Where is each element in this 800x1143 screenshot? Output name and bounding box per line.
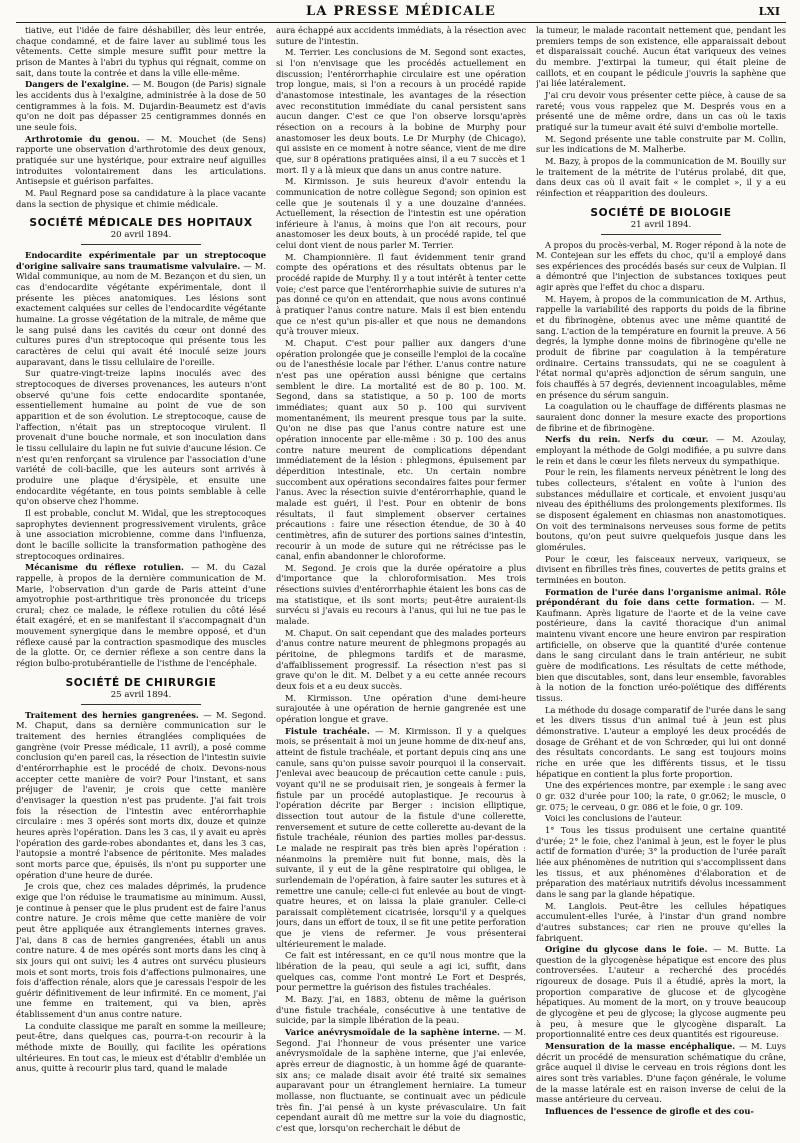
column-1 xyxy=(16,25,266,1135)
paragraph-text: M. Kirmisson. Une opération d'une demi-heure surajoutée à une opération de hernie gangrenée est une opération longue et grave. xyxy=(276,692,526,724)
paragraph-text: La conduite classique me paraît en somme la meilleure; peut-être, dans quelques cas, pourra-t-on recourir à la méthode mixte de Bouilly, qui facilite les opérations ultérieures. En tout cas, le mieux est d'établir d'emblée un anus, quitte à recourir plus tard, quand le malade xyxy=(16,1020,266,1074)
paragraph-lead: Origine du glycose dans le foie. xyxy=(545,944,708,955)
paragraph xyxy=(536,467,786,552)
paragraph-text: aura échappé aux accidents immédiats, à la résection avec suture de l'intestin. xyxy=(276,25,526,46)
paragraph-text: Pour le rein, les filaments nerveux pénètrent le long des tubes collecteurs, s'étalent en voûte à l'union des substances médullaire et corticale, et envoient jusqu'au niveau des épithéliums des prolongements plexiformes. Ils se disposent également en chiasmas non anastomotiques. On voit des terminaisons nerveuses sous forme de petits boutons, qu'on peut suivre quelquefois jusque dans les glomérules. xyxy=(536,467,786,552)
paragraph-lead: Mensuration de la masse encéphalique. xyxy=(545,1041,736,1052)
paragraph-text: — M. Widal communique, au nom de M. Bezançon et du sien, un cas d'endocardite végétante expérimentale, dont il présente les pièces anatomiques. Les lésions sont exactement calquées sur celles de l'endocardite végétante humaine. La grosse végétation de la mitrale, de même que le sang puisé dans les cavités du cœur ont donné des cultures pures d'un streptocoque qui présente tous les caractères de celui qui avait été inoculé seize jours auparavant, dans le tissu cellulaire de l'oreille. xyxy=(16,260,266,367)
paragraph xyxy=(536,825,786,900)
paragraph-text: Ce fait est intéressant, en ce qu'il nous montre que la libération de la peau, qui seule a agi ici, suffit, dans quelques cas, comme l'ont montré Le Fort et Després, pour permettre la guérison des fistules trachéales. xyxy=(276,950,526,993)
paragraph-text: M. Paul Regnard pose sa candidature à la place vacante dans la section de physique et chimie médicale. xyxy=(16,187,266,209)
section-rule xyxy=(601,234,721,235)
paragraph-text: M. Chaput. On sait cependant que des malades porteurs d'anus contre nature meurent de phlegmons propagés au péritoine, de phlegmons tardifs et de marasme, d'affaiblissement progressif. La résection n'est pas si grave qu'on le dit. M. Delbet y a eu cette année recours deux fois et a eu deux succès. xyxy=(276,627,526,692)
paragraph-text: M. Championnière. Il faut évidemment tenir grand compte des opérations et des résultats obtenus par le procédé rapide de Murphy. Il y a tout intérêt à tenter cette voie; c'est parce que l'entérorrhaphie suivie de sutures n'a pas donné ce qu'on en attendait, que nous avons continué à pratiquer l'anus contre nature. Mais il est bien entendu que ce n'est qu'un pis-aller et que nous ne demandons qu'à trouver mieux. xyxy=(276,251,526,337)
journal-title: LA PRESSE MÉDICALE xyxy=(306,4,496,19)
section-heading xyxy=(16,216,266,245)
paragraph xyxy=(276,338,526,562)
paragraph-lead: Mécanisme du réflexe rotulien. xyxy=(25,562,184,573)
paragraph-text: Voici les conclusions de l'auteur. xyxy=(545,813,683,824)
paragraph-text: Sur quatre-vingt-treize lapins inoculés avec des streptocoques de diverses provenances, les auteurs n'ont observé qu'une fois cette endocardite spontanée, essentiellement humaine au point de vue de son apparition et de son évolution. Le streptocoque, cause de l'affection, n'était pas un streptocoque virulent. Il provenait d'une bouche normale, et son inoculation dans le tissu cellulaire du lapin ne fut suivie d'aucune lésion. Ce n'est qu'en renforçant sa virulence par l'association d'une variété de coli-bacille, que les auteurs sont arrivés à produire une plaque d'érysipèle, et ensuite une endocardite végétante, en tous points semblable à celle qu'on observe chez l'homme. xyxy=(16,368,266,507)
paragraph-text: A propos du procès-verbal, M. Roger répond à la note de M. Contejean sur les effets du choc, qu'il a employé dans ses expériences des procédés basés sur ceux de Vulpian. Il a démontré que l'injection de substances toxiques peut agir après que l'effet du choc a disparu. xyxy=(536,239,786,293)
paragraph-text: M. Terrier. Les conclusions de M. Segond sont exactes, si l'on n'envisage que les procédés actuellement en discussion; l'entérorrhaphie circulaire est une opération trop longue, mais, si l'on a recours à un procédé rapide d'anastomose intestinale, les avantages de la résection avec reconstitution immédiate du canal persistent sans aucun danger. C'est ce que l'on observe lorsqu'après résection on a recours à la bobine de Murphy pour anastomoser les deux bouts. Le Dr Murphy (de Chicago), qui assiste en ce moment à notre séance, vient de me dire que, sur 8 opérations pratiquées ainsi, il a eu 7 succès et 1 mort. Il y a là mieux que dans un anus contre nature. xyxy=(276,47,526,175)
paragraph-text: — M. Kirmisson. Il y a quelques mois, se présentait à moi un jeune homme de dix-neuf ans, atteint de fistule trachéale, et portant depuis cinq ans une canule, sans qu'on puisse savoir pourquoi il la conservait. J'enlevai avec beaucoup de précaution cette canule : puis, voyant qu'il ne se produisait rien, je songeais à fermer la fistule par un procédé autoplastique. Je recourus à l'opération décrite par Berger : incision elliptique, dissection tout autour de la fistule d'une collerette, renversement et suture de cette collerette au-devant de la fistule trachéale, réunion des parties molles par-dessus. Le malade ne respirait pas très bien après l'opération : néanmoins la première nuit fut bonne, mais, dès la suivante, il y eut de la gêne respiratoire qui obligea, le surlendemain de l'opération, à faire sauter les sutures et à remettre une canule; celle-ci fut enlevée au bout de vingt-quatre heures, et on laissa la plaie granuler. Celle-ci paraissait complètement cicatrisée, lorsqu'il y a quelques jours, dans un effort de toux, il se fit une petite perforation que je viens de refermer. Je vous présenterai ultérieurement le malade. xyxy=(276,725,526,949)
paragraph xyxy=(536,1106,786,1117)
paragraph-text: Je crois que, chez ces malades déprimés, la prudence exige que l'on réduise le traumatisme au minimum. Aussi, je continue à penser que le plus prudent est de faire l'anus contre nature. Je crois même que cette manière de voir peut être appliquée aux étranglements internes graves. J'ai, dans 8 cas de hernies gangrenées, établi un anus contre nature. 4 de mes opérés sont morts dans les cinq à six jours qui ont suivi; les 4 autres ont survécu plusieurs mois et sont morts, trois fois d'affections pulmonaires, une fois d'affection rénale, alors que je caressais l'espoir de les guérir définitivement de leur infirmité. En ce moment, j'ai une femme en traitement, qui va bien, après établissement d'un anus contre nature. xyxy=(16,881,266,1020)
paragraph-lead: Varice anévrysmoïdale de la saphène interne. xyxy=(285,1027,500,1038)
paragraph xyxy=(276,628,526,692)
paragraph-lead: Dangers de l'exalgine. xyxy=(25,79,130,90)
paragraph-text: Pour le cœur, les faisceaux nerveux, variqueux, se divisent en fibrilles très fines, couvertes de petits grains et terminées en bouton. xyxy=(536,553,786,585)
paragraph xyxy=(276,1027,526,1134)
section-title: SOCIÉTÉ MÉDICALE DES HOPITAUX xyxy=(29,217,253,230)
paragraph-lead: Endocardite expérimentale par un streptocoque d'origine salivaire sans traumatisme valvulaire. xyxy=(16,250,266,271)
paragraph xyxy=(276,994,526,1026)
section-date: 20 avril 1894. xyxy=(110,230,172,241)
paragraph xyxy=(16,508,266,561)
section-date: 25 avril 1894. xyxy=(110,689,172,700)
paragraph-text: M. Kirmisson. Je suis heureux d'avoir entendu la communication de notre collègue Segond; son opinion est celle que je soutenais il y a une douzaine d'années. Actuellement, la résection de l'intestin est une opération inférieure à l'anus, à moins que l'on ait recours, pour anastomoser les deux bouts, à un procédé rapide, tel que celui dont vient de nous parler M. Terrier. xyxy=(276,176,526,251)
section-rule xyxy=(81,704,201,705)
paragraph-text: — M. Segond. J'ai l'honneur de vous présenter une varice anévrysmoïdale de la saphène interne, que j'ai enlevée, après erreur de diagnostic, à un homme âgé de quarante-six ans; ce malade disait avoir été traité six semaines auparavant pour un étranglement herniaire. La tumeur mollasse, non fluctuante, se continuait avec un pédicule très fin. J'ai pensé à un kyste prévasculaire. Un fait cependant aurait dû me mettre sur la voie du diagnostic, c'est que, lorsqu'on recherchait le début de xyxy=(276,1027,526,1133)
paragraph xyxy=(536,901,786,944)
paragraph-text: — M. Kaufmann. Après ligature de l'aorte et de la veine cave postérieure, dans la cavité thoracique d'un animal maintenu vivant encore une heure environ par respiration artificielle, on observe que la quantité d'urée contenue dans le sang circulant dans le train antérieur, ne subit guère de modifications. Les résultats de cette méthode, bien que discutables, sont, dans leur ensemble, favorables à la notion de la fonction uréo-poïétique des différents tissus. xyxy=(536,597,786,704)
page-number: LXI xyxy=(758,5,780,18)
paragraph-lead: Nerfs du rein. Nerfs du cœur. xyxy=(545,434,709,445)
paragraph xyxy=(536,944,786,1040)
paragraph xyxy=(536,1041,786,1105)
paragraph xyxy=(536,434,786,466)
paragraph xyxy=(16,368,266,507)
paragraph-text: — M. Segond. M. Chaput, dans sa dernière communication sur le traitement des hernies étranglées compliquées de gangrène (voir Presse médicale, 11 avril), a posé comme conclusion qu'en pareil cas, la résection de l'intestin suivie d'entérorrhaphie est le procédé de choix. Devons-nous accepter cette manière de voir? Pour l'instant, et sans préjuger de l'avenir, je crois que cette manière d'envisager la question n'est pas prudente. J'ai fait trois fois la résection de l'intestin avec entérorrhaphie circulaire : mes 3 opérés sont morts dix, douze et quinze heures après l'opération. Dans les 3 cas, il y avait eu après l'opération des garde-robes abondantes et, dans les 3 cas, l'autopsie a montré l'absence de péritonite. Mes malades sont morts parce que, épuisés, ils n'ont pu supporter une opération d'une heure de durée. xyxy=(16,709,266,880)
paragraph xyxy=(536,705,786,780)
paragraph xyxy=(536,813,786,824)
paragraph xyxy=(16,562,266,669)
paragraph xyxy=(536,401,786,433)
paragraph xyxy=(276,25,526,46)
section-heading xyxy=(536,206,786,235)
paragraph-text: — M. du Cazal rappelle, à propos de la dernière communication de M. Marie, l'observation d'un garde de Paris atteint d'une amyotrophie post-arthritique très prononcée du triceps crural; chez ce malade, le réflexe rotulien du côté lésé était exagéré, et en se manifestant il s'accompagnait d'un mouvement synergique dans le membre opposé, et d'un réflexe causé par la contraction spasmodique des muscles de la glotte. Or, ce dernier réflexe a son centre dans la région bulbo-protubérantielle de l'isthme de l'encéphale. xyxy=(16,562,266,669)
paragraph-text: Il est probable, conclut M. Widal, que les streptocoques saprophytes deviennent progressivement virulents, grâce à une association microbienne, comme dans l'influenza, dont le bacille sollicite la transformation pathogène des streptocoques ordinaires. xyxy=(16,507,266,561)
page-header xyxy=(16,0,786,23)
paragraph xyxy=(16,881,266,1020)
paragraph-text: tiative, eut l'idée de faire déshabiller, dès leur entrée, chaque condamné, et de faire laver au sublimé tous les vêtements. Cette simple mesure suffit pour mettre la prison de Mantes à l'abri du typhus qui régnait, comme on sait, dans toute la contrée et dans la ville elle-même. xyxy=(16,25,266,78)
section-date: 21 avril 1894. xyxy=(630,219,692,230)
paragraph xyxy=(276,176,526,251)
paragraph-text: La coagulation ou le chauffage de différents plasmas ne sauraient donc donner la mesure exacte des proportions de fibrine et de fibrinogène. xyxy=(536,401,786,433)
paragraph xyxy=(16,250,266,367)
paragraph-lead: Arthrotomie du genou. xyxy=(25,133,140,144)
paragraph-text: Une des expériences montre, par exemple : le sang avec 0 gr. 032 d'urée pour 100; la rate, 0 gr.062; le muscle, 0 gr. 075; le cerveau, 0 gr. 086 et le foie, 0 gr. 109. xyxy=(536,780,786,812)
paragraph xyxy=(536,780,786,812)
paragraph xyxy=(276,563,526,627)
paragraph xyxy=(16,1021,266,1074)
paragraph xyxy=(16,710,266,881)
paragraph-text: M. Langlois. Peut-être les cellules hépatiques accumulent-elles l'urée, à l'instar d'un grand nombre d'autres substances; car rien ne prouve qu'elles la fabriquent. xyxy=(536,900,786,943)
paragraph-text: M. Segond présente une table construite par M. Collin, sur les indications de M. Malherbe. xyxy=(536,133,786,155)
paragraph xyxy=(536,134,786,155)
paragraph xyxy=(536,240,786,293)
paragraph-text: — M. Mouchet (de Sens) rapporte une observation d'arthrotomie des deux genoux, pratiquée sur une hystérique, pour extraire neuf aiguilles introduites volontairement dans les articulations. Antisepsie et guérison parfaites. xyxy=(16,133,266,187)
paragraph xyxy=(16,134,266,187)
paragraph xyxy=(276,693,526,725)
paragraph xyxy=(276,726,526,950)
paragraph-text: 1° Tous les tissus produisent une certaine quantité d'urée; 2° le foie, chez l'animal à jeun, est le foyer le plus actif de formation d'urée; 3° la production de l'urée paraît liée aux phénomènes de nutrition qui s'accomplissent dans les tissus, et aux phénomènes d'élaboration et de préparation des matériaux nutritifs dévolus incessamment dans le sang par la glande hépatique. xyxy=(536,824,786,899)
paragraph xyxy=(16,188,266,209)
paragraph-lead: Formation de l'urée dans l'organisme animal. Rôle prépondérant du foie dans cette formation. xyxy=(536,586,786,608)
paragraph-lead: Fistule trachéale. xyxy=(285,725,370,736)
paragraph xyxy=(16,25,266,78)
paragraph xyxy=(536,587,786,704)
column-3 xyxy=(536,25,786,1135)
paragraph-text: La méthode du dosage comparatif de l'urée dans le sang et les divers tissus d'un animal tué à jeun est plus démonstrative. L'auteur a employé les deux procédés de dosage de Gréhant et de von Schrœder, qui lui ont donné des résultats concordants. Le sang est toujours moins riche en urée que les différents tissus, et le tissu hépatique en contient la plus forte proportion. xyxy=(536,704,786,779)
section-rule xyxy=(81,244,201,245)
paragraph xyxy=(536,25,786,89)
paragraph-text: M. Segond. Je crois que la durée opératoire a plus d'importance que la chloroformisation. Mes trois résections suivies d'entérorrhaphie étaient les bons cas de ma statistique, et ils sont morts; peut-être auraient-ils survécu si j'avais eu recours à l'anus, qui lui ne tue pas le malade. xyxy=(276,562,526,627)
section-heading xyxy=(16,676,266,705)
paragraph-text: la tumeur, le malade racontait nettement que, pendant les premiers temps de son existence, elle apparaissait debout et disparaissait couché. Aucun état variqueux des veines du membre. J'extirpai la tumeur, qui était pleine de caillots, et en coupant le pédicule j'ouvris la saphène que j'ai liée latéralement. xyxy=(536,25,786,89)
paragraph xyxy=(276,47,526,175)
paragraph-lead: Traitement des hernies gangrenées. xyxy=(25,709,199,720)
paragraph xyxy=(276,950,526,993)
paragraph xyxy=(536,90,786,133)
paragraph-text: M. Chaput. C'est pour pallier aux dangers d'une opération prolongée que je conseille l'emploi de la cocaïne ou de l'anesthésie locale par l'éther. L'anus contre nature n'est pas une opération aussi bénigne que certains semblent le dire. La mortalité est de 80 p. 100. M. Segond, dans sa statistique, a 50 p. 100 de morts immédiates; quant aux 50 p. 100 qui survivent momentanément, ils meurent presque tous par la suite. Qu'on ne dise pas que l'anus contre nature est une opération innocente par elle-même : 30 p. 100 des anus contre nature meurent de complications dépendant immédiatement de la lésion : phlegmons, épuisement par déperdition intestinale, etc. Un certain nombre succombent aux opérations secondaires faites pour fermer l'anus. Avec la résection suivie d'entérorrhaphie, quand le malade est guéri, il l'est. Pour en obtenir de bons résultats, il faut simplement observer certaines précautions : faire une résection étendue, de 30 à 40 centimètres, afin de suturer des portions saines d'intestin, recourir à un mode de suture qui ne rétrécisse pas le canal, enfin abandonner le chloroforme. xyxy=(276,338,526,562)
paragraph-text: J'ai cru devoir vous présenter cette pièce, à cause de sa rareté; vous vous rappelez que M. Després vous en a présenté une de même ordre, dans un cas où le taxis pratiqué sur la tumeur avait été suivi d'embolie mortelle. xyxy=(536,89,786,132)
paragraph-text: — M. Bougon (de Paris) signale les accidents dus à l'exalgine, administrée à la dose de 50 centigrammes à la fois. M. Dujardin-Beaumetz est d'avis qu'on ne doit pas dépasser 25 centigrammes donnés en une seule fois. xyxy=(16,79,266,132)
paragraph-text: M. Hayem, à propos de la communication de M. Arthus, rappelle la variabilité des rapports du poids de la fibrine et du fibrinogène, obtenus avec une même quantité de sang. L'action de la température en fournit la preuve. A 56 degrés, la lymphe donne moins de fibrinogène qu'elle ne produit de fibrine par coagulation à la température ordinaire. Certains transsudats, qui ne se coagulent à l'état normal qu'après adjonction de sérum sanguin, une fois chauffés à 57 degrés, deviennent incoagulables, même en présence du sérum sanguin. xyxy=(536,293,786,400)
paragraph-text: — M. Luys décrit un procédé de mensuration schématique du crâne, grâce auquel il divise le cerveau en trois régions dont les aires sont très variables. D'une façon générale, le volume de la masse latérale est en raison inverse de celui de la masse antérieure du cerveau. xyxy=(536,1041,786,1105)
paragraph xyxy=(16,79,266,132)
paragraph xyxy=(536,294,786,401)
paragraph-text: — M. Butte. La question de la glycogenèse hépatique est encore des plus controversées. L'auteur a recherché des procédés rigoureux de dosage. Puis il a étudié, après la mort, la proportion comparative de glucose et de glycogène hépatiques. Au moment de la mort, on y trouve beaucoup de glycogène et peu de glycose; la glycose augmente peu à peu, à mesure que le glycogène disparaît. La proportionnalité entre ces deux quantités est rigoureuse. xyxy=(536,944,786,1040)
paragraph-text: M. Bazy, à propos de la communication de M. Bouilly sur le traitement de la métrite de l'utérus prolabé, dit que, dans deux cas où il avait fait « le complet », il y a eu réinfection et réapparition des douleurs. xyxy=(536,155,786,198)
paragraph xyxy=(536,156,786,199)
column-2 xyxy=(276,25,526,1135)
section-title: SOCIÉTÉ DE BIOLOGIE xyxy=(590,206,732,219)
section-title: SOCIÉTÉ DE CHIRURGIE xyxy=(65,676,217,689)
paragraph-text: M. Bazy. J'ai, en 1883, obtenu de même la guérison d'une fistule trachéale, consécutive à une tentative de suicide, par la simple libération de la peau. xyxy=(276,994,526,1026)
article-columns xyxy=(16,25,786,1135)
paragraph-text: — M. Azoulay, employant la méthode de Golgi modifiée, a pu suivre dans le rein et dans le cœur les filets nerveux du sympathique. xyxy=(536,434,786,466)
paragraph xyxy=(536,554,786,586)
paragraph-lead: Influences de l'essence de girofle et des cou- xyxy=(545,1106,754,1116)
paragraph xyxy=(276,252,526,337)
